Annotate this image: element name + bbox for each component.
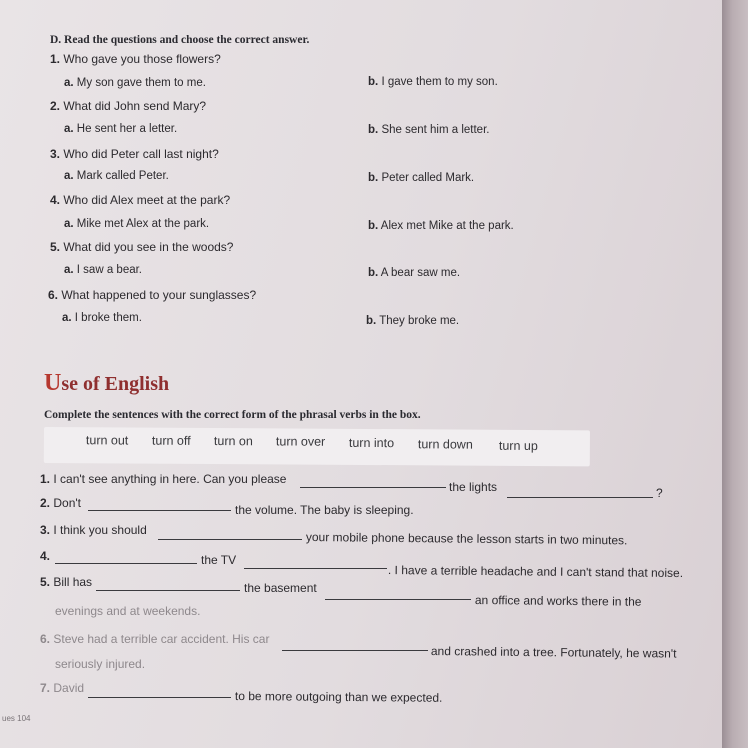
question-3 xyxy=(50,147,219,161)
question-number: 1. xyxy=(50,52,61,66)
sentence-7-part: to be more outgoing than we expected. xyxy=(234,689,443,705)
answer-blank[interactable] xyxy=(88,697,231,698)
use-of-english-title xyxy=(44,370,169,397)
question-text: What did you see in the woods? xyxy=(63,240,234,254)
option-a: a. I saw a bear. xyxy=(64,264,143,276)
option-a: a. I broke them. xyxy=(62,312,142,324)
question-number: 4. xyxy=(50,193,61,207)
sentence-5-part: evenings and at weekends. xyxy=(55,604,201,618)
sentence-1: 1. I can't see anything in here. Can you please xyxy=(40,472,287,486)
option-a: a. He sent her a letter. xyxy=(64,123,178,135)
question-text: Who did Alex meet at the park? xyxy=(63,193,231,207)
sentence-6: 6. Steve had a terrible car accident. His car xyxy=(40,632,270,646)
phrasal-verbs-box xyxy=(44,427,590,466)
box-word: turn off xyxy=(151,433,191,448)
question-4 xyxy=(50,193,230,207)
sentence-4-part: . I have a terrible headache and I can't stand that noise. xyxy=(387,563,684,581)
question-number: 5. xyxy=(50,240,61,254)
sentence-6-part: and crashed into a tree. Fortunately, he wasn't xyxy=(430,644,677,661)
question-number: 3. xyxy=(50,147,61,161)
sentence-7: 7. David xyxy=(40,681,85,695)
use-of-english-instruction: Complete the sentences with the correct form of the phrasal verbs in the box. xyxy=(44,409,421,421)
box-word: turn on xyxy=(213,434,253,449)
sentence-5-part: the basement xyxy=(244,581,317,595)
option-a: a. Mark called Peter. xyxy=(64,170,169,182)
option-b: b. She sent him a letter. xyxy=(368,124,490,136)
sentence-1-part: ? xyxy=(656,486,663,500)
box-word: turn into xyxy=(348,435,395,451)
box-word: turn down xyxy=(417,437,473,452)
option-a: a. Mike met Alex at the park. xyxy=(64,218,210,230)
section-d-title: D. Read the questions and choose the correct answer. xyxy=(50,34,310,46)
option-a: a. My son gave them to me. xyxy=(64,77,206,89)
question-number: 6. xyxy=(48,288,59,302)
option-b: b. I gave them to my son. xyxy=(368,76,498,88)
sentence-2: 2. Don't xyxy=(40,496,81,510)
title-initial: U xyxy=(44,370,62,396)
question-5 xyxy=(50,240,233,254)
answer-blank[interactable] xyxy=(88,510,231,511)
sentence-3-part: your mobile phone because the lesson starts in two minutes. xyxy=(305,530,628,548)
sentence-1-part: the lights xyxy=(449,480,498,494)
answer-blank[interactable] xyxy=(158,539,302,540)
question-text: Who gave you those flowers? xyxy=(63,52,221,66)
answer-blank[interactable] xyxy=(300,487,446,488)
box-word: turn up xyxy=(498,438,538,454)
question-6 xyxy=(48,288,256,302)
question-text: What did John send Mary? xyxy=(63,99,207,113)
answer-blank[interactable] xyxy=(55,563,197,564)
answer-blank[interactable] xyxy=(244,568,387,569)
option-b: b. Alex met Mike at the park. xyxy=(368,220,514,232)
answer-blank[interactable] xyxy=(507,497,653,498)
option-b: b. A bear saw me. xyxy=(368,267,461,279)
option-b: b. Peter called Mark. xyxy=(368,172,475,184)
answer-blank[interactable] xyxy=(96,590,240,591)
sentence-4-part: the TV xyxy=(201,553,237,567)
sentence-2-part: the volume. The baby is sleeping. xyxy=(235,503,414,517)
title-rest: se of English xyxy=(61,373,170,395)
sentence-5-part: an office and works there in the xyxy=(474,593,642,609)
question-number: 2. xyxy=(50,99,61,113)
box-word: turn over xyxy=(275,434,326,449)
question-2 xyxy=(50,99,206,113)
option-b: b. They broke me. xyxy=(366,315,460,327)
sentence-5: 5. Bill has xyxy=(40,575,93,589)
question-1 xyxy=(50,52,221,66)
box-word: turn out xyxy=(85,433,129,448)
answer-blank[interactable] xyxy=(325,599,471,600)
answer-blank[interactable] xyxy=(282,650,428,651)
page-number: ues 104 xyxy=(2,714,31,723)
sentence-6-part: seriously injured. xyxy=(55,657,146,671)
book-gutter xyxy=(722,0,748,748)
question-text: Who did Peter call last night? xyxy=(63,147,219,161)
sentence-4-number: 4. xyxy=(40,549,51,563)
sentence-3: 3. I think you should xyxy=(40,523,147,537)
question-text: What happened to your sunglasses? xyxy=(61,288,257,302)
